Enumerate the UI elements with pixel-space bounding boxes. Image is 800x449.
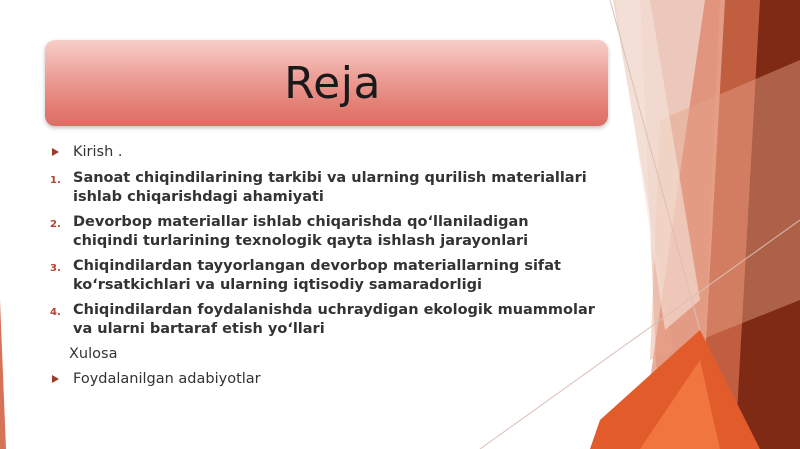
list-item-text: Chiqindilardan foydalanishda uchraydigan ekologik muammolar va ularni bartaraf etish yo‘llari (73, 302, 595, 337)
list-item-number: 2. (50, 219, 61, 230)
list-item-text: Chiqindilardan tayyorlangan devorbop materiallarning sifat ko‘rsatkichlari va ularning iqtisodiy samaradorligi (73, 258, 561, 293)
triangle-bullet-icon (52, 375, 59, 383)
list-item (50, 169, 595, 207)
list-item (50, 143, 595, 162)
list-item (50, 257, 595, 295)
list-item (50, 301, 595, 339)
list-item-number: 3. (50, 263, 61, 274)
slide-title: Reja (284, 57, 381, 109)
left-edge-shape (0, 300, 6, 449)
title-bar (45, 40, 608, 126)
list-item-text: Xulosa (69, 346, 118, 362)
agenda-list (50, 143, 595, 389)
list-item (50, 213, 595, 251)
list-item-text: Sanoat chiqindilarining tarkibi va ularning qurilish materiallari ishlab chiqarishdagi ahamiyati (73, 170, 587, 205)
list-item-number: 4. (50, 307, 61, 318)
list-item-text: Devorbop materiallar ishlab chiqarishda qo‘llaniladigan chiqindi turlarining texnologik qayta ishlash jarayonlari (73, 214, 529, 249)
list-item (50, 345, 595, 364)
list-item-text: Kirish . (73, 144, 123, 160)
list-item-text: Foydalanilgan adabiyotlar (73, 371, 261, 387)
list-item (50, 370, 595, 389)
triangle-bullet-icon (52, 148, 59, 156)
list-item-number: 1. (50, 175, 61, 186)
